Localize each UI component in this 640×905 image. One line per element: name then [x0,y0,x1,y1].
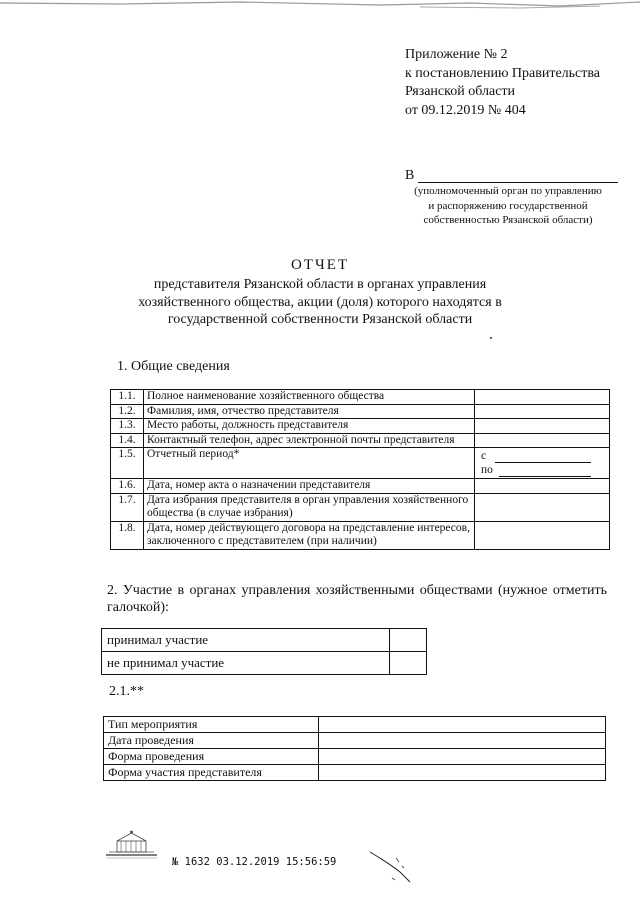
subtitle-line-2: хозяйственного общества, акции (доля) которого находятся в [138,294,502,310]
reporting-period-cell [475,448,610,479]
table-row [104,765,606,781]
row-label: Фамилия, имя, отчество представителя [144,404,475,419]
signature-mark [366,848,416,884]
row-label: Дата, номер действующего договора на представление интересов, заключенного с представителем (при наличии) [144,521,475,549]
table-row [111,404,610,419]
section-2-heading: 2. Участие в органах управления хозяйственными обществами (нужное отметить галочкой): [107,583,607,615]
row-value-cell[interactable] [319,733,606,749]
table-row [102,629,427,652]
general-info-table [110,389,610,550]
recipient-caption-line-3: собственностью Рязанской области) [423,214,593,226]
row-label: Отчетный период* [144,448,475,479]
table-row [111,479,610,494]
recipient-caption-line-2: и распоряжению государственной [428,199,588,212]
row-label: Дата проведения [104,733,319,749]
row-number: 1.4. [111,433,144,448]
participation-table [101,628,427,675]
row-value-cell[interactable] [319,717,606,733]
recipient-caption-line-1: (уполномоченный орган по управлению [414,185,602,197]
section-1-heading: 1. Общие сведения [117,359,230,374]
appendix-line-1: Приложение № 2 [405,47,508,62]
row-number: 1.1. [111,390,144,405]
recipient-caption [392,184,624,228]
table-row [111,433,610,448]
row-label: Форма проведения [104,749,319,765]
appendix-line-3: Рязанской области [405,84,516,99]
option-label: принимал участие [102,629,390,652]
row-value-cell[interactable] [475,404,610,419]
row-value-cell[interactable] [475,479,610,494]
row-number: 1.2. [111,404,144,419]
event-details-table [103,716,606,781]
row-label: Дата, номер акта о назначении представителя [144,479,475,494]
subtitle-line-1: представителя Рязанской области в органах управления [153,277,487,292]
recipient-input-line[interactable] [418,182,618,183]
row-label: Полное наименование хозяйственного общества [144,390,475,405]
row-value-cell[interactable] [475,521,610,549]
report-subtitle [80,276,560,329]
registry-stamp-icon [103,829,160,859]
period-from-label: с [481,450,487,462]
row-value-cell[interactable] [475,419,610,434]
row-value-cell[interactable] [475,390,610,405]
period-to-label: по [481,464,493,476]
appendix-line-2: к постановлению Правительства [405,65,601,81]
table-row [104,749,606,765]
table-row [111,493,610,521]
row-value-cell[interactable] [475,493,610,521]
appendix-header [405,46,600,120]
scan-speck [490,337,492,339]
table-row [111,419,610,434]
row-value-cell[interactable] [475,433,610,448]
row-value-cell[interactable] [319,749,606,765]
report-title: ОТЧЕТ [290,257,350,273]
row-label: Контактный телефон, адрес электронной почты представителя [144,433,475,448]
period-to-input[interactable] [499,476,591,477]
not-participated-checkbox[interactable] [390,652,427,675]
row-label: Место работы, должность представителя [144,419,475,434]
appendix-line-4: от 09.12.2019 № 404 [405,102,526,118]
section-2-1-heading: 2.1.** [109,684,144,699]
row-number: 1.6. [111,479,144,494]
table-row [111,390,610,405]
scan-edge-noise [0,0,640,14]
row-value-cell[interactable] [319,765,606,781]
period-from-input[interactable] [495,462,591,463]
registration-number: № 1632 03.12.2019 15:56:59 [172,856,337,868]
participated-checkbox[interactable] [390,629,427,652]
table-row [102,652,427,675]
subtitle-line-3: государственной собственности Рязанской области [167,312,473,327]
recipient-prefix: В [405,168,415,183]
table-row [104,733,606,749]
table-row [111,448,610,479]
row-label: Дата избрания представителя в орган управления хозяйственного общества (в случае избрания) [144,493,475,521]
table-row [111,521,610,549]
row-label: Форма участия представителя [104,765,319,781]
row-number: 1.5. [111,448,144,479]
row-number: 1.7. [111,493,144,521]
row-number: 1.3. [111,419,144,434]
table-row [104,717,606,733]
row-label: Тип мероприятия [104,717,319,733]
option-label: не принимал участие [102,652,390,675]
row-number: 1.8. [111,521,144,549]
